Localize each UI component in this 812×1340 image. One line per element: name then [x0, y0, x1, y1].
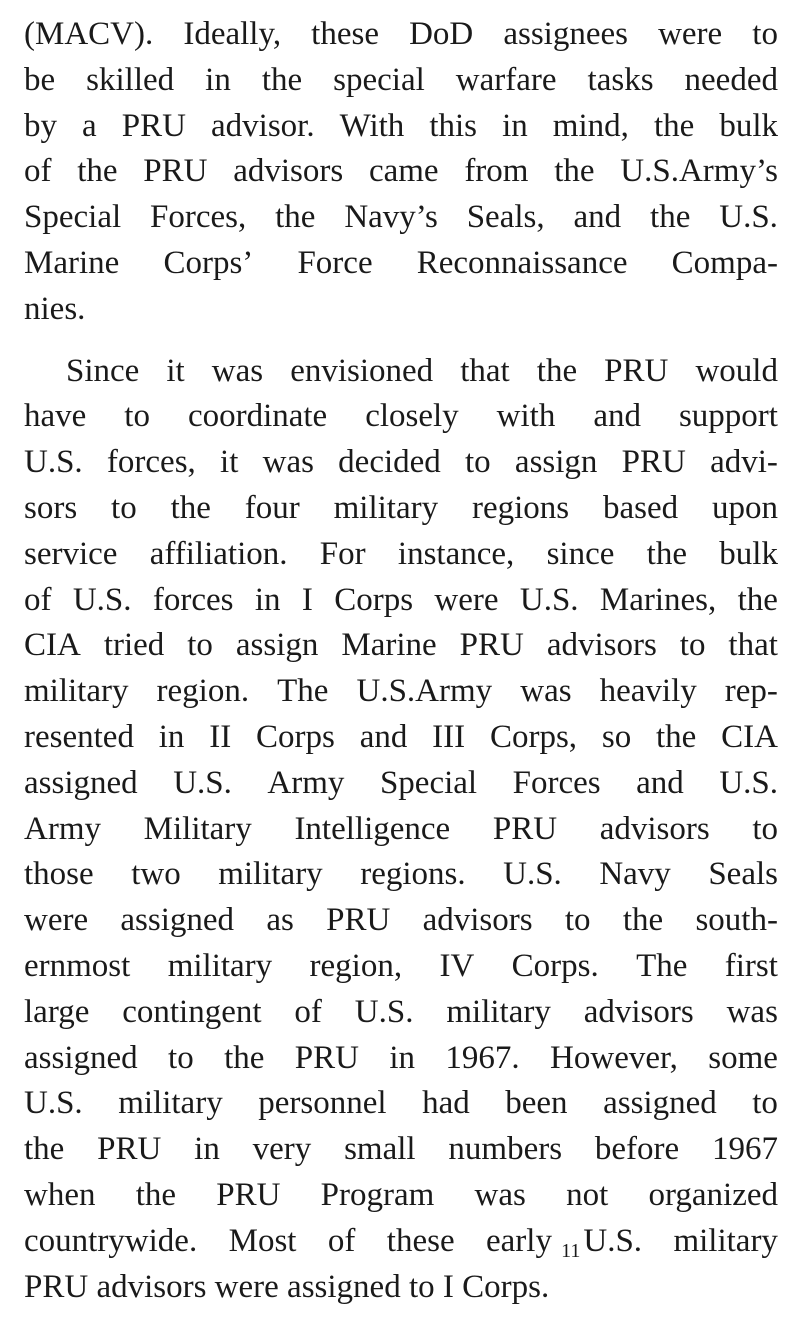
- word: The: [277, 673, 329, 710]
- word: Program: [320, 1176, 435, 1213]
- word: in: [158, 718, 185, 755]
- word: Navy: [599, 856, 671, 893]
- word: military: [167, 947, 273, 984]
- word: U.S.: [354, 993, 414, 1030]
- word: military: [24, 673, 129, 710]
- word: Marines,: [599, 581, 717, 618]
- word: advisors: [583, 993, 694, 1030]
- word: of: [327, 1222, 356, 1259]
- word: warfare: [455, 61, 557, 98]
- text-line: [24, 486, 778, 532]
- text-line: [24, 104, 778, 150]
- word: ernmost: [24, 947, 131, 984]
- word: was: [211, 352, 264, 389]
- paragraph-gap: [24, 333, 778, 349]
- word: it: [166, 352, 185, 389]
- word: PRU: [97, 1131, 162, 1168]
- word: For: [319, 535, 366, 572]
- word: as: [266, 902, 294, 939]
- text-line: [24, 1036, 778, 1082]
- word: to: [111, 489, 137, 526]
- word: special: [333, 61, 425, 98]
- word: the: [261, 61, 303, 98]
- text-line: [24, 1081, 778, 1127]
- word: military: [118, 1085, 223, 1122]
- word: advisor.: [211, 107, 315, 144]
- word: Corps: [256, 718, 335, 755]
- text-line: [24, 1219, 778, 1265]
- word: to: [124, 398, 150, 435]
- word: Corps,: [489, 718, 578, 755]
- word: (MACV).: [24, 16, 154, 52]
- word: Corps.: [511, 947, 599, 984]
- word: in: [254, 581, 281, 618]
- word: CIA: [24, 627, 81, 664]
- word: assigned: [120, 902, 235, 939]
- word: Forces: [512, 764, 601, 801]
- word: the: [135, 1176, 177, 1213]
- word: PRU: [459, 627, 524, 664]
- word: U.S.: [503, 856, 562, 893]
- word: the: [170, 489, 211, 526]
- word: 1967: [711, 1131, 778, 1168]
- word: it: [220, 444, 239, 481]
- word: the: [653, 107, 695, 144]
- word: Army: [24, 810, 101, 847]
- word: mind,: [552, 107, 629, 144]
- word: resented: [24, 718, 134, 755]
- text-line: [24, 440, 778, 486]
- word: had: [422, 1085, 470, 1122]
- word: The: [636, 947, 688, 984]
- word: the: [77, 153, 118, 190]
- word: PRU: [326, 902, 391, 939]
- word: by: [24, 107, 57, 144]
- text-line: [24, 623, 778, 669]
- word: when: [24, 1176, 96, 1213]
- word: that: [728, 627, 778, 664]
- word: would: [695, 352, 778, 389]
- word: skilled: [86, 61, 175, 98]
- word: south-: [695, 902, 778, 939]
- word: to: [465, 444, 491, 481]
- word: Special: [24, 199, 122, 236]
- text-line: [24, 669, 778, 715]
- word: Reconnaissance: [416, 244, 628, 281]
- word: was: [520, 673, 572, 710]
- footnote-reference: 11: [561, 1239, 581, 1262]
- word: DoD: [409, 16, 474, 52]
- word: the: [224, 1039, 265, 1076]
- text-line: [24, 715, 778, 761]
- word: instance,: [397, 535, 515, 572]
- word: envisioned: [290, 352, 434, 389]
- word: heavily: [599, 673, 697, 710]
- word: personnel: [258, 1085, 387, 1122]
- word: not: [566, 1176, 609, 1213]
- word: the: [275, 199, 316, 236]
- word: military: [218, 856, 323, 893]
- word: those: [24, 856, 94, 893]
- word: of: [24, 153, 52, 190]
- word: and: [636, 764, 684, 801]
- word: forces: [152, 581, 234, 618]
- word: III: [432, 718, 466, 755]
- word: been: [505, 1085, 568, 1122]
- paragraph-1: [24, 12, 778, 333]
- word: CIA: [721, 718, 778, 755]
- word: U.S.: [583, 1222, 643, 1259]
- word: assign: [514, 444, 598, 481]
- word: region.: [156, 673, 250, 710]
- word: U.S.: [72, 581, 132, 618]
- text-line: [24, 532, 778, 578]
- word: U.S.: [519, 581, 579, 618]
- word: U.S.Army’s: [620, 153, 778, 190]
- word: 1967.: [445, 1039, 520, 1076]
- word: upon: [711, 489, 778, 526]
- word: affiliation.: [149, 535, 288, 572]
- word: needed: [684, 61, 778, 98]
- word: U.S.: [719, 764, 778, 801]
- word: assignees: [503, 16, 628, 52]
- word: Corps’: [163, 244, 254, 281]
- word: early: [486, 1222, 552, 1259]
- word: sors: [24, 489, 78, 526]
- word: of: [294, 993, 322, 1030]
- word: advi-: [710, 444, 778, 481]
- word: I: [301, 581, 313, 618]
- word: to: [564, 902, 591, 939]
- word: U.S.: [24, 1085, 83, 1122]
- word: IV: [439, 947, 475, 984]
- word: numbers: [448, 1131, 563, 1168]
- text-line: [24, 241, 778, 287]
- word: to: [752, 810, 778, 847]
- word: Since: [66, 352, 140, 389]
- word: in: [502, 107, 528, 144]
- word: Most: [228, 1222, 297, 1259]
- word: this: [429, 107, 478, 144]
- word: Force: [297, 244, 373, 281]
- word: in: [194, 1131, 220, 1168]
- word: military: [673, 1222, 778, 1259]
- word: tasks: [587, 61, 654, 98]
- word: Army: [267, 764, 345, 801]
- word: to: [679, 627, 706, 664]
- word: large: [24, 993, 90, 1030]
- word: be: [24, 61, 56, 98]
- text-line: [24, 852, 778, 898]
- word: were: [24, 902, 89, 939]
- word: and: [359, 718, 408, 755]
- word: With: [339, 107, 405, 144]
- word: with: [496, 398, 556, 435]
- word: advisors: [233, 153, 344, 190]
- word: regions: [471, 489, 570, 526]
- word: four: [244, 489, 300, 526]
- text-line: [24, 12, 778, 58]
- word: Marine: [341, 627, 437, 664]
- text-line: [24, 349, 778, 395]
- text-line: [24, 990, 778, 1036]
- word: advisors: [422, 902, 533, 939]
- text-line: [24, 394, 778, 440]
- word: very: [252, 1131, 312, 1168]
- word: rep-: [724, 673, 778, 710]
- word: PRU: [621, 444, 686, 481]
- word: U.S.: [173, 764, 232, 801]
- text-line: [24, 898, 778, 944]
- word: PRU: [294, 1039, 359, 1076]
- word: to: [187, 627, 213, 664]
- word: II: [209, 718, 232, 755]
- word: bulk: [719, 535, 778, 572]
- word: region,: [309, 947, 403, 984]
- text-line: [24, 195, 778, 241]
- word: the: [24, 1131, 65, 1168]
- word: advisors: [546, 627, 657, 664]
- word: Marine: [24, 244, 120, 281]
- word: the: [646, 535, 687, 572]
- word: was: [474, 1176, 526, 1213]
- text-line: [24, 578, 778, 624]
- text-line: [24, 944, 778, 990]
- word: forces,: [106, 444, 196, 481]
- word: U.S.Army: [356, 673, 493, 710]
- word: U.S.: [24, 444, 83, 481]
- word: PRU: [121, 107, 186, 144]
- word: Seals,: [466, 199, 545, 236]
- word: some: [708, 1039, 778, 1076]
- word: closely: [365, 398, 459, 435]
- text-line: [24, 1127, 778, 1173]
- word: organized: [648, 1176, 778, 1213]
- text-line: [24, 287, 778, 333]
- word: two: [131, 856, 181, 893]
- line-text: PRU advisors were assigned to I Corps.: [24, 1268, 550, 1305]
- word: based: [602, 489, 679, 526]
- word: and: [573, 199, 622, 236]
- word: military: [333, 489, 439, 526]
- text-line: [24, 1173, 778, 1219]
- paragraph-2: [24, 349, 778, 1311]
- word: Ideally,: [183, 16, 282, 52]
- word: advisors: [599, 810, 710, 847]
- word: assign: [235, 627, 319, 664]
- word: military: [446, 993, 551, 1030]
- word: these: [311, 16, 379, 52]
- word: the: [737, 581, 778, 618]
- word: were: [658, 16, 723, 52]
- text-line: [24, 761, 778, 807]
- word: assigned: [24, 1039, 138, 1076]
- word: the: [656, 718, 697, 755]
- word: since: [546, 535, 615, 572]
- word: countrywide.: [24, 1222, 198, 1259]
- word: these: [386, 1222, 455, 1259]
- word: the: [650, 199, 691, 236]
- word: tried: [103, 627, 165, 664]
- word: and: [593, 398, 641, 435]
- word: Corps: [334, 581, 414, 618]
- word: the: [622, 902, 664, 939]
- word: to: [752, 1085, 778, 1122]
- word: assigned: [603, 1085, 717, 1122]
- word: PRU: [492, 810, 558, 847]
- word: Military: [143, 810, 252, 847]
- word: have: [24, 398, 87, 435]
- word: However,: [550, 1039, 678, 1076]
- word: to: [752, 16, 778, 52]
- word: PRU: [604, 352, 669, 389]
- word: was: [262, 444, 314, 481]
- word: small: [344, 1131, 416, 1168]
- word: of: [24, 581, 52, 618]
- word: coordinate: [187, 398, 328, 435]
- word: bulk: [719, 107, 778, 144]
- word: decided: [338, 444, 441, 481]
- word: support: [678, 398, 778, 435]
- word: first: [724, 947, 778, 984]
- word: U.S.: [719, 199, 778, 236]
- word: contingent: [122, 993, 262, 1030]
- document-page: [24, 12, 778, 1310]
- word: PRU: [143, 153, 208, 190]
- word: was: [726, 993, 778, 1030]
- word: before: [594, 1131, 680, 1168]
- word: a: [82, 107, 97, 144]
- word: from: [464, 153, 529, 190]
- word: service: [24, 535, 118, 572]
- word: Special: [379, 764, 478, 801]
- text-line: [24, 58, 778, 104]
- word: in: [205, 61, 231, 98]
- word: were: [434, 581, 499, 618]
- word: regions.: [360, 856, 466, 893]
- word: PRU: [216, 1176, 281, 1213]
- word: Intelligence: [294, 810, 451, 847]
- word: Navy’s: [344, 199, 438, 236]
- word: in: [389, 1039, 416, 1076]
- text-line: [24, 149, 778, 195]
- word: that: [460, 352, 510, 389]
- word: the: [536, 352, 578, 389]
- word: came: [368, 153, 439, 190]
- word: Seals: [708, 856, 778, 893]
- text-line: [24, 807, 778, 853]
- word: to: [168, 1039, 194, 1076]
- word: assigned: [24, 764, 138, 801]
- word: Forces,: [150, 199, 247, 236]
- word: so: [601, 718, 632, 755]
- line-text: nies.: [24, 290, 86, 327]
- word: Compa-: [671, 244, 778, 281]
- word: the: [554, 153, 595, 190]
